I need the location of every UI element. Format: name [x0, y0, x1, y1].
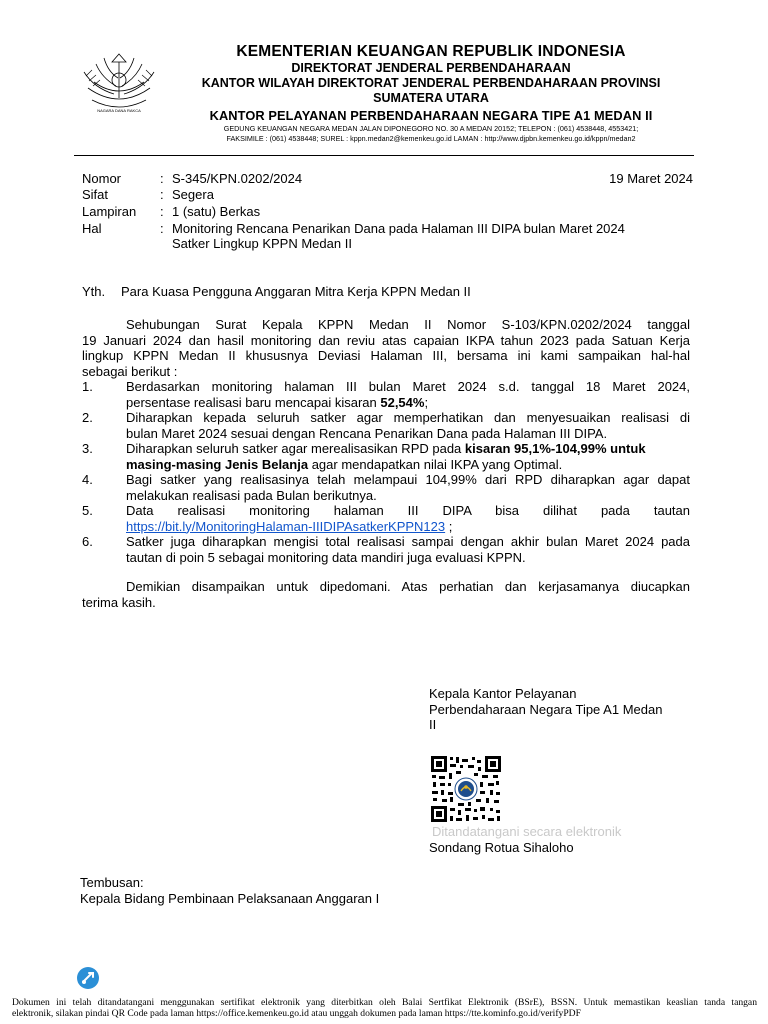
signature-title-line3: II	[429, 717, 437, 733]
item1-line2-end: ;	[424, 394, 429, 410]
service-office-name: KANTOR PELAYANAN PERBENDAHARAAN NEGARA TIPE A1 MEDAN II	[209, 108, 653, 123]
item3-jenis-belanja: masing-masing Jenis Belanja	[126, 456, 309, 472]
sifat-value: Segera	[172, 187, 214, 202]
address-line2: FAKSIMILE : (061) 4538448; SUREL : kppn.medan2@kemenkeu.go.id LAMAN : http://www.djpbn.kemenkeu.go.id/kppn/medan2	[226, 133, 636, 143]
item5-number: 5.	[82, 503, 93, 518]
item2-line1: Diharapkan kepada seluruh satker agar memperhatikan dan menyesuaikan realisasi di	[126, 410, 690, 425]
closing-line2: terima kasih.	[82, 594, 156, 610]
signature-title-line2: Perbendaharaan Negara Tipe A1 Medan	[429, 701, 663, 717]
item3-number: 3.	[82, 441, 93, 456]
item5-line1: Data realisasi monitoring halaman III DIPA bisa dilihat pada tautan	[126, 503, 690, 518]
letterhead-divider	[74, 155, 694, 156]
directorate-name: DIREKTORAT JENDERAL PERBENDAHARAAN	[291, 61, 571, 75]
esign-note: Ditandatangani secara elektronik	[432, 824, 622, 839]
monitoring-link[interactable]: https://bit.ly/MonitoringHalaman-IIIDIPAsatkerKPPN123	[126, 518, 446, 534]
addressee-prefix: Yth.	[82, 284, 106, 299]
item1-line2-text: persentase realisasi baru mencapai kisaran	[126, 394, 381, 410]
item2-line2: bulan Maret 2024 sesuai dengan Rencana Penarikan Dana pada Halaman III DIPA.	[126, 425, 608, 441]
item2-number: 2.	[82, 410, 93, 425]
lampiran-colon: :	[160, 204, 164, 219]
item3-line1-text: Diharapkan seluruh satker agar merealisasikan RPD pada	[126, 441, 465, 456]
nomor-value: S-345/KPN.0202/2024	[172, 171, 303, 186]
logo-caption: NAGARA DANA RAKCA	[97, 108, 141, 113]
hal-value-line1: Monitoring Rencana Penarikan Dana pada Halaman III DIPA bulan Maret 2024	[172, 221, 625, 236]
footer-line1: Dokumen ini telah ditandatangani menggunakan sertifikat elektronik yang diterbitkan oleh Balai Sertfikat Elektronik (BSrE), BSSN. Untuk memastikan keaslian tanda tangan	[12, 997, 757, 1008]
item4-line2: melakukan realisasi pada Bulan berikutnya.	[126, 487, 377, 503]
hal-colon: :	[160, 221, 164, 236]
footer-line2: elektronik, silakan pindai QR Code pada laman https://office.kemenkeu.go.id atau unggah dokumen pada laman https://tte.kominfo.go.id/verifyPDF	[12, 1008, 581, 1019]
intro-line1: Sehubungan Surat Kepala KPPN Medan II Nomor S-103/KPN.0202/2024 tanggal	[126, 317, 690, 332]
letter-date: 19 Maret 2024	[609, 171, 693, 186]
qr-code-icon[interactable]	[430, 755, 502, 823]
nomor-label: Nomor	[82, 171, 122, 186]
signer-name: Sondang Rotua Sihaloho	[429, 840, 574, 855]
cc-label: Tembusan:	[80, 875, 144, 890]
hal-label: Hal	[82, 221, 102, 236]
closing-line1: Demikian disampaikan untuk dipedomani. Atas perhatian dan kerjasamanya diucapkan	[126, 579, 690, 594]
address-line1: GEDUNG KEUANGAN NEGARA MEDAN JALAN DIPONEGORO NO. 30 A MEDAN 20152; TELEPON : (061) 4538448, 4553421;	[223, 124, 639, 133]
item1	[126, 379, 690, 410]
item6-line2: tautan di poin 5 sebagai monitoring data mandiri juga evaluasi KPPN.	[126, 549, 526, 565]
cc-recipient: Kepala Bidang Pembinaan Pelaksanaan Anggaran I	[80, 891, 380, 906]
kemenkeu-emblem-logo	[74, 48, 164, 120]
intro-line2: 19 Januari 2024 dan hasil monitoring dan reviu atas capaian IKPA tahun 2023 pada Satuan Kerja	[82, 332, 690, 348]
esign-footer	[12, 997, 757, 1019]
item4-number: 4.	[82, 472, 93, 487]
closing-paragraph	[82, 579, 690, 610]
intro-line4: sebagai berikut :	[82, 363, 178, 379]
item1-line1: Berdasarkan monitoring halaman III bulan Maret 2024 s.d. tanggal 18 Maret 2024,	[126, 379, 690, 394]
hal-value-line2: Satker Lingkup KPPN Medan II	[172, 236, 352, 251]
item3-range: kisaran 95,1%-104,99% untuk	[464, 441, 646, 456]
intro-paragraph	[82, 317, 690, 379]
intro-line3: lingkup KPPN Medan II khususnya Deviasi Halaman III, bersama ini kami sampaikan hal-hal	[82, 348, 690, 364]
ministry-name: KEMENTERIAN KEUANGAN REPUBLIK INDONESIA	[236, 43, 626, 60]
lampiran-value: 1 (satu) Berkas	[172, 204, 261, 219]
item4-line1: Bagi satker yang realisasinya telah melampaui 104,99% dari RPD diharapkan agar dapat	[126, 472, 690, 487]
regional-office-line2: SUMATERA UTARA	[373, 91, 489, 105]
item5	[126, 503, 690, 534]
item6-line1: Satker juga diharapkan mengisi total realisasi sampai dengan akhir bulan Maret 2024 pada	[126, 534, 690, 549]
item5-line2-end: ;	[445, 518, 453, 534]
lampiran-label: Lampiran	[82, 204, 137, 219]
sifat-label: Sifat	[82, 187, 109, 202]
item6-number: 6.	[82, 534, 93, 549]
signature-title	[429, 686, 699, 733]
addressee-name: Para Kuasa Pengguna Anggaran Mitra Kerja KPPN Medan II	[121, 284, 471, 299]
signature-title-line1: Kepala Kantor Pelayanan	[429, 686, 577, 701]
nomor-colon: :	[160, 171, 164, 186]
bsre-verify-icon[interactable]	[76, 966, 100, 990]
item3-line2-text: agar mendapatkan nilai IKPA yang Optimal.	[308, 456, 563, 472]
item1-number: 1.	[82, 379, 93, 394]
item1-percentage: 52,54%	[380, 394, 425, 410]
letterhead	[166, 42, 696, 143]
item3	[126, 441, 690, 472]
item4	[126, 472, 690, 503]
regional-office-line1: KANTOR WILAYAH DIREKTORAT JENDERAL PERBENDAHARAAN PROVINSI	[201, 76, 661, 90]
item2	[126, 410, 690, 441]
sifat-colon: :	[160, 187, 164, 202]
item6	[126, 534, 690, 565]
